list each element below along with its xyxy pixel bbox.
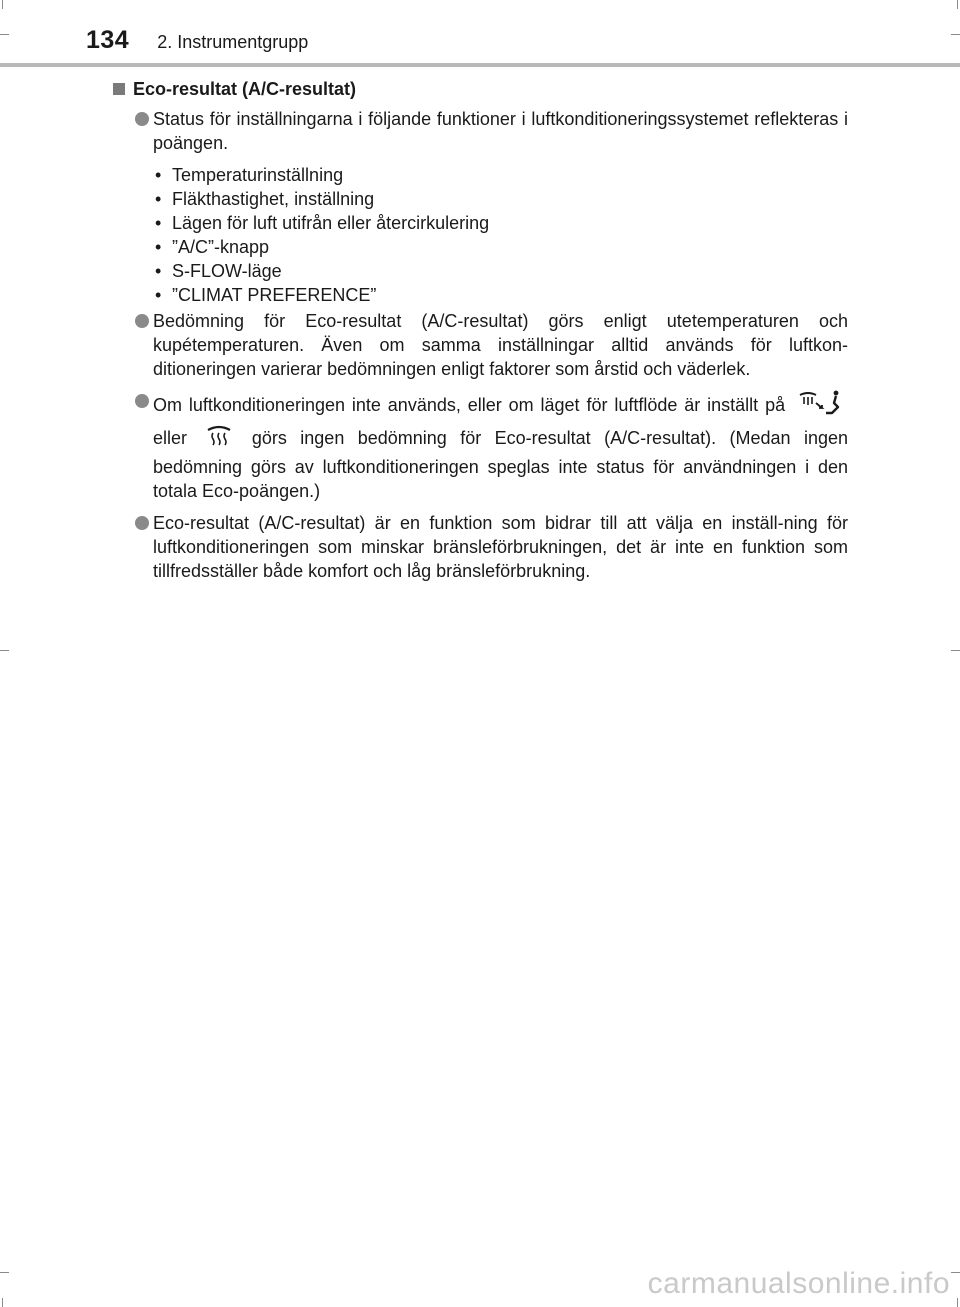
crop-mark xyxy=(951,1272,960,1273)
crop-mark xyxy=(0,650,9,651)
circle-bullet-icon xyxy=(135,394,149,408)
paragraph-text-middle: eller xyxy=(153,427,188,448)
paragraph-text: Bedömning för Eco-resultat (A/C-resultat) görs enligt utetemperaturen och kupétemperaturen. Även om samma inställningar alltid används för luftkon-ditioneringen varierar bedömningen enligt faktorer som årstid och väderlek. xyxy=(153,311,848,379)
bullet-paragraph-assessment xyxy=(113,309,848,381)
main-content xyxy=(113,77,848,591)
paragraph-text-before: Om luftkonditioneringen inte används, eller om läget för luftflöde är inställt på xyxy=(153,394,786,415)
paragraph-text: Eco-resultat (A/C-resultat) är en funktion som bidrar till att välja en inställ-ning för luftkonditioneringen som minskar bränsleförbrukningen, det är inte en funktion som tillfredsställer både komfort och låg bränsleförbrukning. xyxy=(153,513,848,581)
list-item: • S-FLOW-läge xyxy=(155,259,848,283)
crop-mark xyxy=(2,1298,3,1307)
section-heading-text: Eco-resultat (A/C-resultat) xyxy=(133,79,357,99)
watermark: carmanualsonline.info xyxy=(647,1267,950,1300)
page-header xyxy=(86,26,308,60)
paragraph-text: Status för inställningarna i följande funktioner i luftkonditioneringssystemet reflekteras i poängen. xyxy=(153,109,848,153)
circle-bullet-icon xyxy=(135,112,149,126)
list-item: • Temperaturinställning xyxy=(155,163,848,187)
settings-list xyxy=(113,163,848,307)
square-bullet-icon xyxy=(113,83,125,95)
crop-mark xyxy=(2,0,3,9)
page-number: 134 xyxy=(86,26,130,54)
bullet-paragraph-function xyxy=(113,511,848,583)
chapter-title: 2. Instrumentgrupp xyxy=(157,32,309,52)
list-item: • Lägen för luft utifrån eller återcirkulering xyxy=(155,211,848,235)
header-divider xyxy=(0,63,960,67)
bullet-paragraph-status xyxy=(113,107,848,155)
list-item: • Fläkthastighet, inställning xyxy=(155,187,848,211)
circle-bullet-icon xyxy=(135,314,149,328)
list-item: • ”CLIMAT PREFERENCE” xyxy=(155,283,848,307)
crop-mark xyxy=(957,1298,958,1307)
windshield-defroster-icon xyxy=(206,423,232,455)
circle-bullet-icon xyxy=(135,516,149,530)
windshield-and-foot-airflow-icon xyxy=(798,389,842,423)
bullet-paragraph-airflow xyxy=(113,389,848,503)
crop-mark xyxy=(951,34,960,35)
paragraph-text-after: görs ingen bedömning för Eco-resultat (A/C-resultat). (Medan ingen bedömning görs av luftkonditioneringen speglas inte status för användningen i den totala Eco-poängen.) xyxy=(153,427,848,501)
crop-mark xyxy=(0,1272,9,1273)
section-heading xyxy=(113,77,848,101)
crop-mark xyxy=(957,0,958,9)
list-item: • ”A/C”-knapp xyxy=(155,235,848,259)
crop-mark xyxy=(0,34,9,35)
crop-mark xyxy=(951,650,960,651)
